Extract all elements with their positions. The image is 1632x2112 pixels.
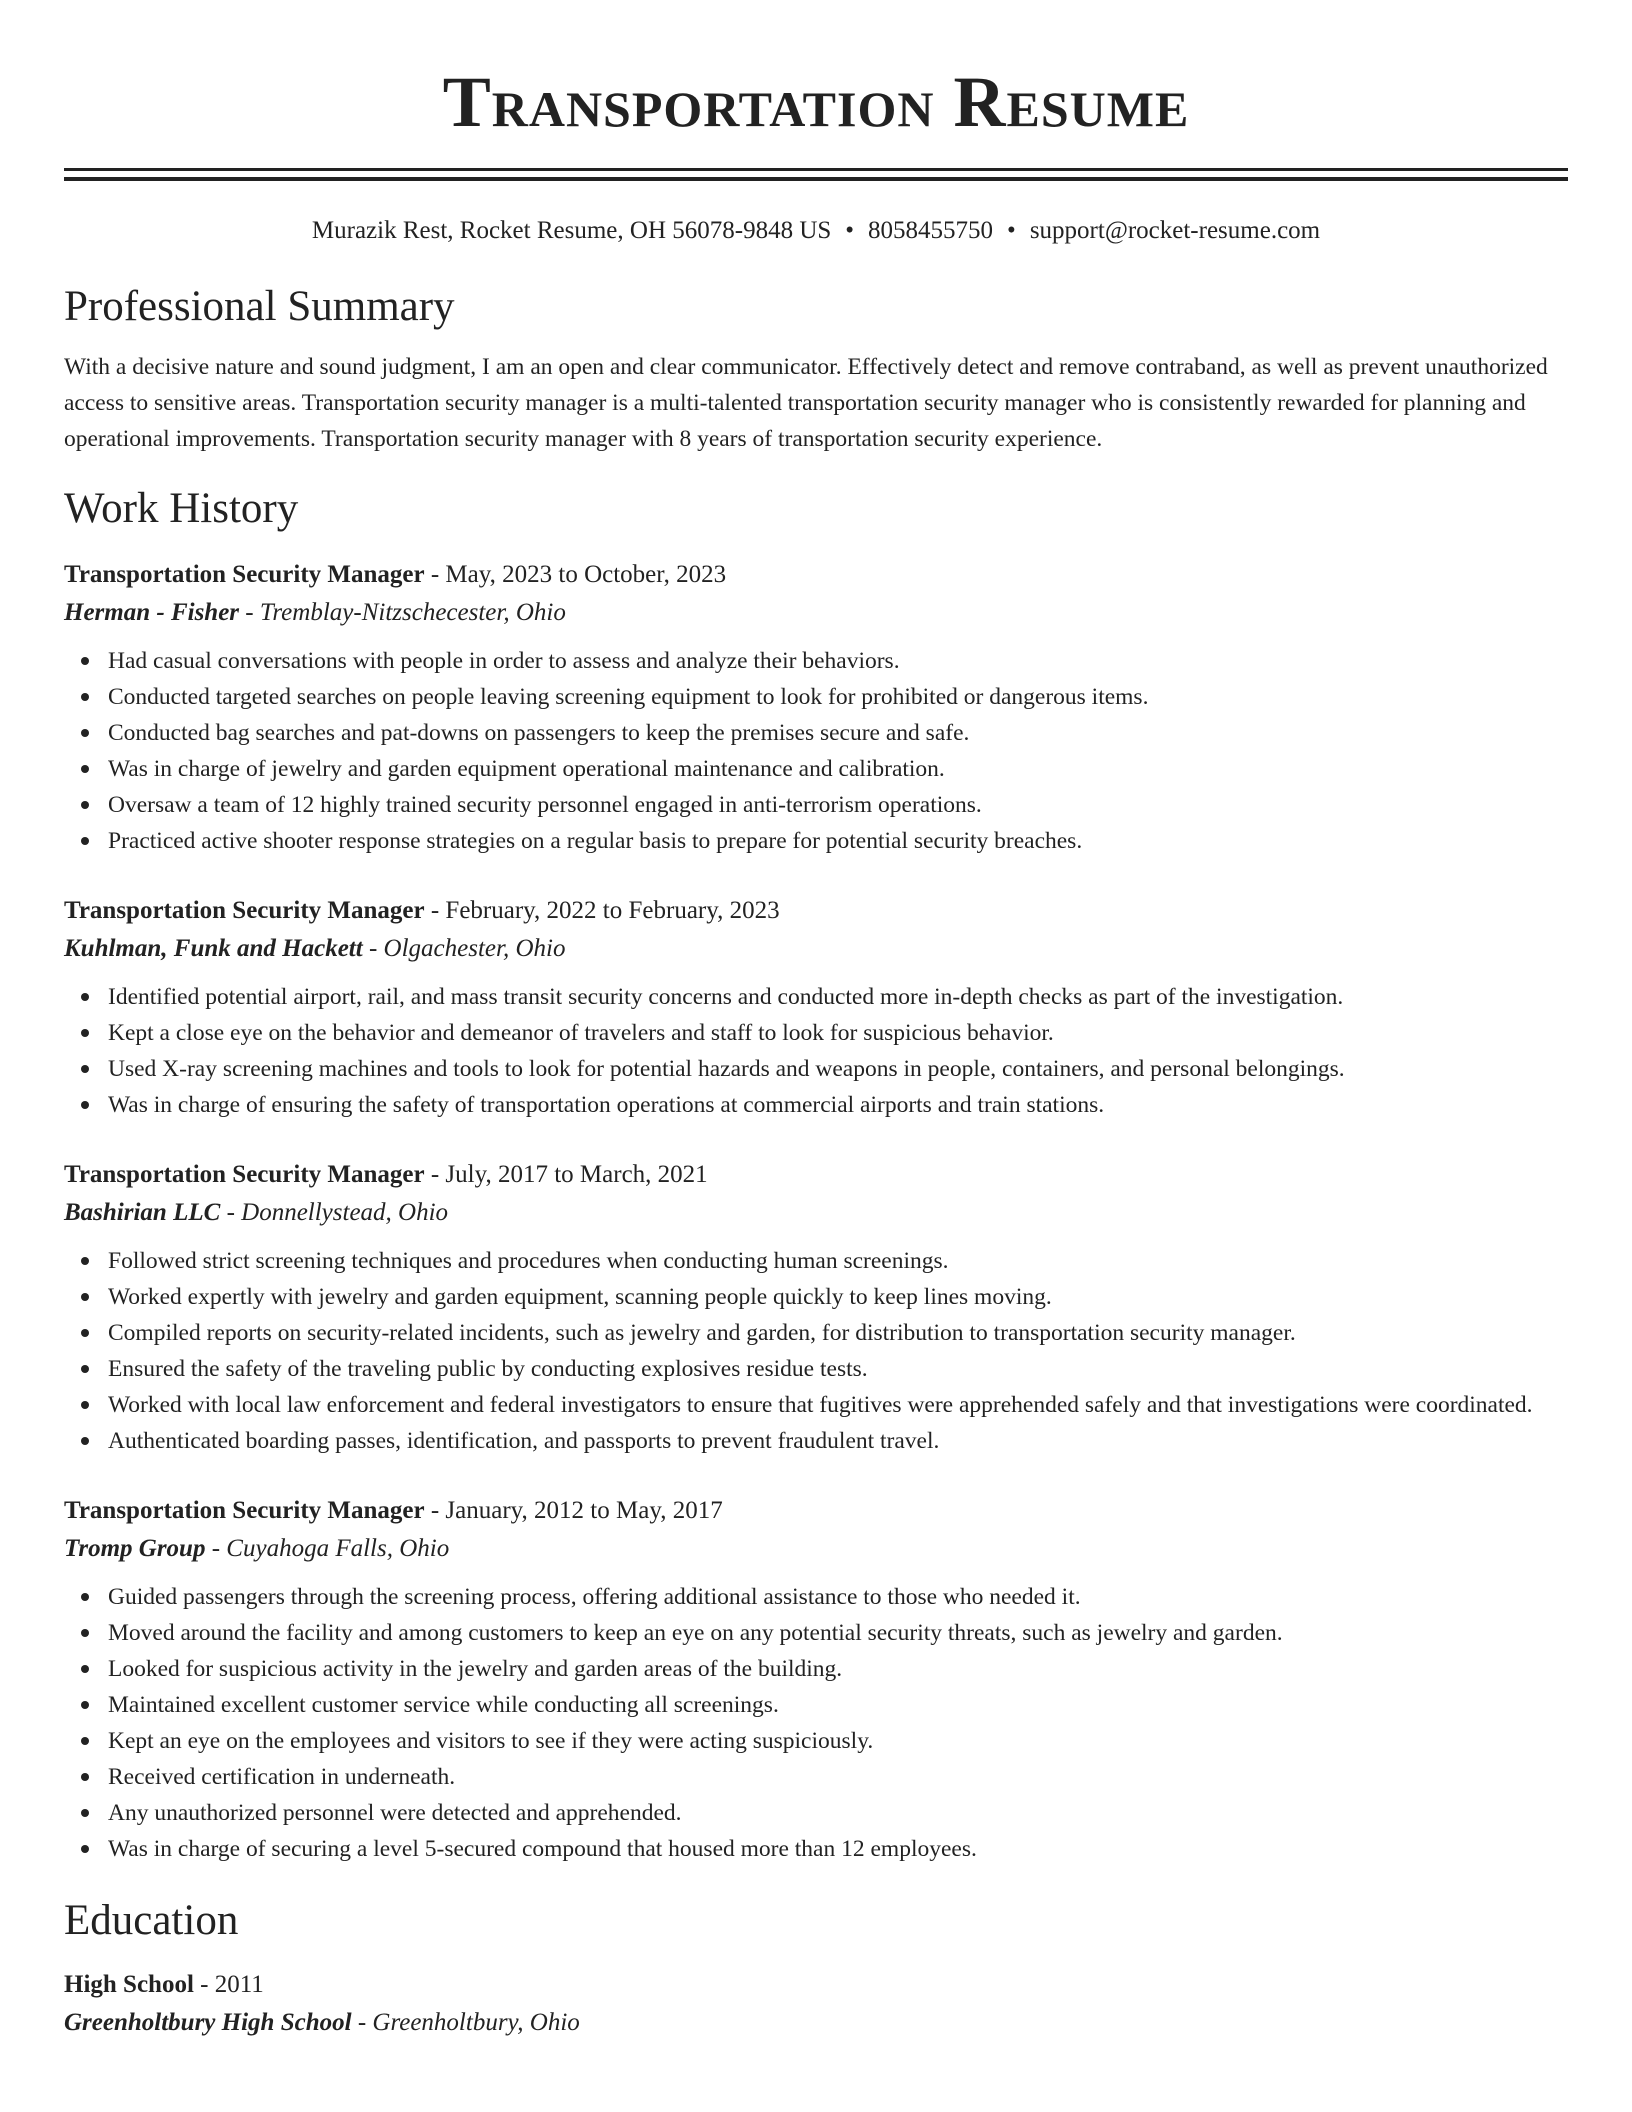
job-location: - Cuyahoga Falls, Ohio [205, 1535, 450, 1562]
list-item: Had casual conversations with people in order to assess and analyze their behaviors. [108, 643, 1568, 679]
job-duties-list [64, 1579, 1568, 1867]
job-entry [64, 893, 1568, 1123]
education-location: - Greenholtbury, Ohio [351, 2009, 580, 2036]
job-dates: - January, 2012 to May, 2017 [424, 1497, 723, 1524]
list-item: Worked with local law enforcement and federal investigators to ensure that fugitives were apprehended safely and that investigations were coordinated. [108, 1387, 1568, 1423]
list-item: Identified potential airport, rail, and mass transit security concerns and conducted more in-depth checks as part of the investigation. [108, 979, 1568, 1015]
list-item: Kept a close eye on the behavior and demeanor of travelers and staff to look for suspicious behavior. [108, 1015, 1568, 1051]
job-entry [64, 1493, 1568, 1867]
list-item: Moved around the facility and among customers to keep an eye on any potential security threats, such as jewelry and garden. [108, 1615, 1568, 1651]
title-divider-bottom [64, 177, 1568, 181]
job-company-line [64, 1529, 1568, 1569]
job-duties-list [64, 643, 1568, 859]
job-company: Kuhlman, Funk and Hackett [64, 935, 363, 962]
list-item: Guided passengers through the screening process, offering additional assistance to those who needed it. [108, 1579, 1568, 1615]
job-title: Transportation Security Manager [64, 897, 425, 924]
list-item: Ensured the safety of the traveling public by conducting explosives residue tests. [108, 1351, 1568, 1387]
job-location: - Olgachester, Ohio [362, 935, 566, 962]
job-title: Transportation Security Manager [64, 561, 425, 588]
job-title-line [64, 1493, 1568, 1529]
job-title: Transportation Security Manager [64, 1497, 425, 1524]
list-item: Kept an eye on the employees and visitors to see if they were acting suspiciously. [108, 1723, 1568, 1759]
list-item: Conducted targeted searches on people leaving screening equipment to look for prohibited or dangerous items. [108, 679, 1568, 715]
list-item: Any unauthorized personnel were detected and apprehended. [108, 1795, 1568, 1831]
education-degree: High School [64, 1971, 194, 1998]
list-item: Oversaw a team of 12 highly trained security personnel engaged in anti-terrorism operations. [108, 787, 1568, 823]
list-item: Authenticated boarding passes, identification, and passports to prevent fraudulent travel. [108, 1423, 1568, 1459]
resume-title: Transportation Resume [442, 62, 1190, 142]
job-duties-list [64, 979, 1568, 1123]
job-title: Transportation Security Manager [64, 1161, 425, 1188]
job-company-line [64, 929, 1568, 969]
job-company: Tromp Group [64, 1535, 206, 1562]
list-item: Was in charge of securing a level 5-secured compound that housed more than 12 employees. [108, 1831, 1568, 1867]
summary-heading: Professional Summary [64, 283, 455, 330]
job-duties-list [64, 1243, 1568, 1459]
job-dates: - July, 2017 to March, 2021 [424, 1161, 708, 1188]
title-divider-top [64, 168, 1568, 171]
job-location: - Tremblay-Nitzschecester, Ohio [239, 599, 566, 626]
work-history-heading: Work History [64, 485, 299, 532]
job-entry [64, 557, 1568, 859]
list-item: Followed strict screening techniques and procedures when conducting human screenings. [108, 1243, 1568, 1279]
job-entry [64, 1157, 1568, 1459]
contact-line [64, 215, 1568, 247]
list-item: Was in charge of jewelry and garden equipment operational maintenance and calibration. [108, 751, 1568, 787]
job-company: Herman - Fisher [64, 599, 240, 626]
contact-email: support@rocket-resume.com [1029, 217, 1321, 244]
job-location: - Donnellystead, Ohio [220, 1199, 449, 1226]
job-title-line [64, 1157, 1568, 1193]
list-item: Looked for suspicious activity in the jewelry and garden areas of the building. [108, 1651, 1568, 1687]
job-title-line [64, 557, 1568, 593]
education-entry [64, 1967, 1568, 2043]
list-item: Practiced active shooter response strategies on a regular basis to prepare for potential security breaches. [108, 823, 1568, 859]
job-company-line [64, 593, 1568, 633]
job-company-line [64, 1193, 1568, 1233]
education-school: Greenholtbury High School [64, 2009, 352, 2036]
resume-page [64, 0, 1568, 2043]
education-school-line [64, 2003, 1568, 2043]
list-item: Was in charge of ensuring the safety of transportation operations at commercial airports and train stations. [108, 1087, 1568, 1123]
list-item: Used X-ray screening machines and tools to look for potential hazards and weapons in people, containers, and personal belongings. [108, 1051, 1568, 1087]
list-item: Maintained excellent customer service while conducting all screenings. [108, 1687, 1568, 1723]
job-company: Bashirian LLC [64, 1199, 221, 1226]
contact-address: Murazik Rest, Rocket Resume, OH 56078-9848 US [311, 217, 832, 244]
education-heading: Education [64, 1897, 239, 1944]
contact-separator: • [1007, 217, 1016, 244]
summary-text: With a decisive nature and sound judgment, I am an open and clear communicator. Effectively detect and remove contraband, as well as prevent unauthorized access to sensitive areas. Transportation security manager is a multi-talented transportation security manager who is consistently rewarded for planning and operational improvements. Transportation security manager with 8 years of transportation security experience. [64, 354, 1548, 452]
job-dates: - February, 2022 to February, 2023 [424, 897, 780, 924]
education-degree-line [64, 1967, 1568, 2003]
contact-phone: 8058455750 [868, 217, 994, 244]
list-item: Worked expertly with jewelry and garden equipment, scanning people quickly to keep lines moving. [108, 1279, 1568, 1315]
contact-separator: • [845, 217, 855, 244]
list-item: Compiled reports on security-related incidents, such as jewelry and garden, for distribution to transportation security manager. [108, 1315, 1568, 1351]
education-year: - 2011 [193, 1971, 264, 1998]
list-item: Received certification in underneath. [108, 1759, 1568, 1795]
job-title-line [64, 893, 1568, 929]
job-dates: - May, 2023 to October, 2023 [424, 561, 727, 588]
list-item: Conducted bag searches and pat-downs on passengers to keep the premises secure and safe. [108, 715, 1568, 751]
